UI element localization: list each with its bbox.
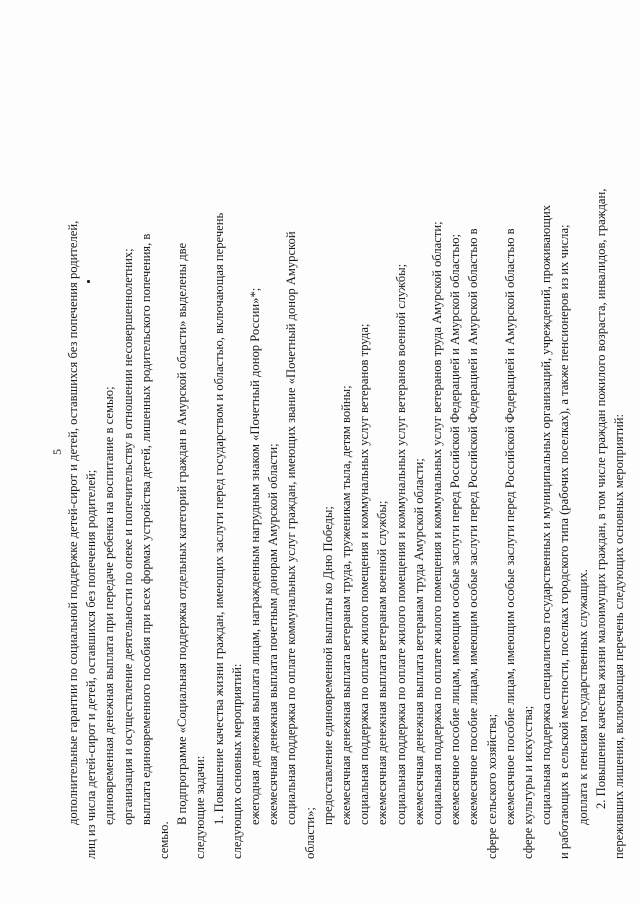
rotated-document xyxy=(40,27,627,877)
text-line: организация и осуществление деятельности по опеке и попечительству в отношении несовершеннолетних; xyxy=(120,248,135,825)
text-line: ежемесячное пособие лицам, имеющим особые заслуги перед Российской Федерацией и Амурской областью в xyxy=(502,228,517,825)
text-line: ежемесячная денежная выплата ветеранам труда, труженикам тыла, детям войны; xyxy=(339,385,354,825)
text-line: ежемесячная денежная выплата ветеранам военной службы; xyxy=(375,500,390,825)
text-line: дополнительные гарантии по социальной поддержке детей-сирот и детей, оставшихся без попечения родителей, xyxy=(66,220,80,825)
text-line: сфере культуры и искусства; xyxy=(521,705,536,859)
text-line: области»; xyxy=(302,807,317,859)
text-line: В подпрограмме «Социальная поддержка отдельных категорий граждан в Амурской области» выделены две xyxy=(175,242,190,825)
text-line: 1. Повышение качества жизни граждан, имеющих заслуги перед государством и областью, включающая перечень xyxy=(211,212,226,825)
text-line: социальная поддержка специалистов государственных и муниципальных организаций, учреждений, проживающих xyxy=(539,204,554,825)
text-line: лиц из числа детей-сирот и детей, оставшихся без попечения родителей; xyxy=(84,469,99,859)
text-line: 2. Повышение качества жизни малоимущих граждан, в том числе граждан пожилого возраста, инвалидов, граждан, xyxy=(593,188,608,809)
text-line: ежемесячное пособие лицам, имеющим особые заслуги перед Российской Федерацией и Амурской областью в xyxy=(466,228,481,825)
text-line: ежемесячная денежная выплата почетным донорам Амурской области; xyxy=(266,443,281,825)
text-line: сфере сельского хозяйства; xyxy=(484,713,499,859)
scan-speck xyxy=(87,280,90,283)
text-line: ежегодная денежная выплата лицам, награжденным нагрудным знаком «Почетный донор России»*; xyxy=(248,287,263,825)
text-line: выплата единовременного пособия при всех формах устройства детей, лишенных родительского попечения, в xyxy=(138,233,153,825)
text-line: семью. xyxy=(157,821,172,859)
text-line: и работающих в сельской местности, поселках городского типа (рабочих поселках), а также пенсионеров из их числа; xyxy=(557,224,572,859)
text-line: единовременная денежная выплата при передаче ребенка на воспитание в семью; xyxy=(102,386,117,825)
text-line: ежемесячное пособие лицам, имеющим особые заслуги перед Российской Федерацией и Амурской областью; xyxy=(448,234,463,825)
text-line: предоставление единовременной выплаты ко Дню Победы; xyxy=(320,506,335,825)
page-number: 5 xyxy=(50,449,64,455)
text-line: следующие задачи: xyxy=(193,755,208,859)
text-line: социальная поддержка по оплате жилого помещения и коммунальных услуг ветеранов труда Амурской области; xyxy=(430,221,445,825)
text-line: ежемесячная денежная выплата ветеранам труда Амурской области; xyxy=(411,458,426,825)
text-line: следующих основных мероприятий: xyxy=(229,663,244,859)
text-line: социальная поддержка по оплате жилого помещения и коммунальных услуг ветеранов военной службы; xyxy=(393,263,408,825)
text-line: доплата к пенсиям государственных служащих. xyxy=(575,569,590,825)
document-body xyxy=(64,41,628,859)
text-line: переживших лишения, включающая перечень следующих основных мероприятий: xyxy=(612,414,627,859)
text-line: социальная поддержка по оплате жилого помещения и коммунальных услуг ветеранов труда; xyxy=(357,323,372,825)
text-line: социальная поддержка по оплате коммунальных услуг граждан, имеющих звание «Почетный донор Амурской xyxy=(284,231,299,825)
